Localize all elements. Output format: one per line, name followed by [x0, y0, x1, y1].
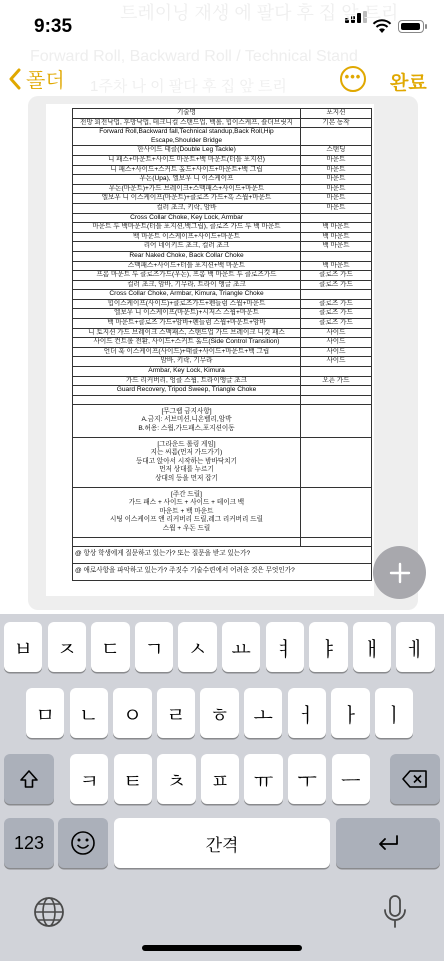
- banned-title: [무그랩 금지사항]: [161, 407, 212, 415]
- table-row: [73, 184, 372, 194]
- table-row: [73, 175, 372, 185]
- category-cell: 마운트: [301, 155, 372, 165]
- grappling-line: 등대고 앉아서 시작하는 밤바닥치기: [135, 457, 238, 465]
- category-cell: [301, 386, 372, 396]
- return-key[interactable]: [336, 818, 440, 868]
- key-row2-5[interactable]: ㅗ: [244, 688, 282, 738]
- key-row3-2[interactable]: ㅊ: [157, 754, 195, 804]
- key-row2-0[interactable]: ㅁ: [26, 688, 64, 738]
- category-cell: 클로즈 가드: [301, 309, 372, 319]
- add-button[interactable]: [373, 546, 426, 599]
- grappling-line: 먼저 상대를 누르기: [159, 466, 214, 474]
- plus-icon: [389, 562, 411, 584]
- technique-cell: 컬러 초크, 암바, 기무라, 트라이 앵글 초크: [73, 280, 301, 290]
- key-row3-3[interactable]: ㅍ: [201, 754, 239, 804]
- globe-icon[interactable]: [32, 895, 66, 929]
- key-row1-0[interactable]: ㅂ: [4, 622, 42, 672]
- key-row3-5[interactable]: ㅜ: [288, 754, 326, 804]
- return-icon: [375, 833, 401, 853]
- question-row: @ 애로사항을 파악하고 있는가? 주짓수 기술수련에서 어려운 것은 무엇인가?: [73, 563, 372, 580]
- key-row1-1[interactable]: ㅈ: [48, 622, 86, 672]
- category-cell: 마운트: [301, 184, 372, 194]
- technique-cell: 기술명: [73, 109, 301, 119]
- key-row1-5[interactable]: ㅛ: [222, 622, 260, 672]
- microphone-icon[interactable]: [380, 894, 410, 930]
- table-row: [73, 146, 372, 156]
- status-time: 9:35: [34, 16, 73, 37]
- banned-line: B.허용: 스윕,가드패스,포지션이동: [138, 425, 235, 432]
- category-cell: 백 마운트: [301, 232, 372, 242]
- banned-section: [73, 404, 301, 437]
- category-cell: 클로즈 가드: [301, 299, 372, 309]
- table-row: [73, 367, 372, 377]
- technique-cell: 가드 리커버리, 엉클 스윕, 트라이앵글 초크: [73, 376, 301, 386]
- key-row3-4[interactable]: ㅠ: [244, 754, 282, 804]
- banned-line: A.금지: 서브미션,니온벨리,암박: [141, 416, 232, 424]
- table-row: [73, 290, 372, 300]
- drill-line: 가드 패스 + 사이드 + 사이드 + 테이크 백: [128, 499, 245, 507]
- table-row: [73, 309, 372, 319]
- table-row: [73, 299, 372, 309]
- grappling-title: [그라운드 롤링 게임]: [157, 440, 216, 448]
- shift-key[interactable]: [4, 754, 54, 804]
- technique-cell: Cross Collar Choke, Armbar, Kimura, Triangle Choke: [73, 290, 301, 300]
- category-cell: 사이드: [301, 338, 372, 348]
- drill-section: [73, 487, 301, 537]
- technique-cell: 사이드 컨트롤 전환, 사이드+스커트 홀드(Side Control Transition): [73, 338, 301, 348]
- category-cell: 클로즈 가드: [301, 280, 372, 290]
- grappling-line: 상대의 등을 먼저 잡기: [155, 474, 218, 482]
- delete-key[interactable]: [390, 754, 440, 804]
- table-row: [73, 109, 372, 119]
- numbers-key[interactable]: 123: [4, 818, 54, 868]
- technique-cell: 리어 네이키드 초크, 컬러 초크: [73, 242, 301, 252]
- technique-cell: Cross Collar Choke, Key Lock, Armbar: [73, 213, 301, 223]
- curriculum-table: [72, 108, 372, 581]
- table-row: [73, 128, 372, 146]
- category-cell: 포지션: [301, 109, 372, 119]
- category-cell: 백 마운트: [301, 242, 372, 252]
- table-row: [73, 319, 372, 329]
- table-row: [73, 386, 372, 396]
- emoji-icon: [70, 830, 96, 856]
- table-row: [73, 165, 372, 175]
- table-row: [73, 376, 372, 386]
- faded-line: 1주차 나 이 팔다 후 집 앞 트리: [90, 78, 287, 95]
- technique-cell: 컬러 초크, 키락, 암바: [73, 203, 301, 213]
- technique-cell: 마운트 투 백마운트(터틀 포지션,백그립), 클로즈 가드 투 백 마운트: [73, 223, 301, 233]
- key-row2-4[interactable]: ㅎ: [200, 688, 238, 738]
- technique-cell: Forward Roll,Backward fall,Technical standup,Back Roll,Hip Escape,Shoulder Bridge: [73, 128, 301, 146]
- key-row2-3[interactable]: ㄹ: [157, 688, 195, 738]
- key-row2-8[interactable]: ㅣ: [375, 688, 413, 738]
- technique-cell: Armbar, Key Lock, Kimura: [73, 367, 301, 377]
- table-row: [73, 251, 372, 261]
- emoji-key[interactable]: [58, 818, 108, 868]
- category-cell: [301, 290, 372, 300]
- key-row1-9[interactable]: ㅔ: [396, 622, 434, 672]
- technique-cell: 프롬 마운트 투 클로즈가드(우돈), 프롬 백 마운트 투 클로즈가드: [73, 271, 301, 281]
- technique-cell: 니 패스+사이드+스커트 홀드+사이드+마운트+백 그립: [73, 165, 301, 175]
- category-cell: [301, 367, 372, 377]
- table-row: [73, 328, 372, 338]
- technique-cell: 엘보우 니 이스케이프(마운트)+시저스 스윕+마운트: [73, 309, 301, 319]
- technique-cell: 니 패스+마운트+사이드 마운트+백 마운트(터틀 포지션): [73, 155, 301, 165]
- faded-line: Forward Roll, Backward Roll / Technical Stand: [30, 48, 358, 65]
- technique-cell: Guard Recovery, Tripod Sweep, Triangle Choke: [73, 386, 301, 396]
- key-row1-7[interactable]: ㅑ: [309, 622, 347, 672]
- table-row: [73, 203, 372, 213]
- delete-backspace-icon: [401, 769, 429, 789]
- category-cell: 사이드: [301, 347, 372, 357]
- grappling-line: 지는 씨름(먼저 가드가기): [150, 449, 223, 457]
- drill-title: [주간 드릴]: [171, 490, 202, 498]
- navigation-bar: [0, 54, 444, 102]
- technique-cell: 백 마운트 이스케이프+사이드+마운트: [73, 232, 301, 242]
- key-row1-8[interactable]: ㅐ: [353, 622, 391, 672]
- category-cell: 마운트: [301, 175, 372, 185]
- technique-cell: 힙이스케이프(사이드)+클로즈가드+펜들럼 스윕+마운트: [73, 299, 301, 309]
- technique-cell: 암바, 키락, 기무라: [73, 357, 301, 367]
- technique-cell: 언더 훅 이스케이프(사이드)+태클+사이드+마운트+백 그립: [73, 347, 301, 357]
- category-cell: 클로즈 가드: [301, 271, 372, 281]
- table-row: [73, 213, 372, 223]
- category-cell: 백 마운트: [301, 261, 372, 271]
- question-row: @ 항상 학생에게 질문하고 있는가? 또는 질문을 받고 있는가?: [73, 546, 372, 563]
- key-row2-1[interactable]: ㄴ: [70, 688, 108, 738]
- table-row: [73, 280, 372, 290]
- category-cell: 클로즈 가드: [301, 319, 372, 329]
- table-row: [73, 261, 372, 271]
- category-cell: 사이드: [301, 328, 372, 338]
- technique-cell: 니 토지션 가드 브레이크 스맥패스, 스탠드업 가드 브레이크 니컷 패스: [73, 328, 301, 338]
- shift-icon: [18, 768, 40, 790]
- technique-cell: 전방 회전낙법, 후방낙법, 테크니컬 스탠드업, 백롤, 힙이스케프, 숄더브릿지: [73, 118, 301, 128]
- key-row3-1[interactable]: ㅌ: [114, 754, 152, 804]
- technique-cell: 우돈(마운트)+가드 브레이크+스맥패스+사이드+마운트: [73, 184, 301, 194]
- home-indicator: [142, 945, 302, 951]
- key-row1-4[interactable]: ㅅ: [178, 622, 216, 672]
- key-row3-0[interactable]: ㅋ: [70, 754, 108, 804]
- key-row2-7[interactable]: ㅏ: [331, 688, 369, 738]
- table-row: [73, 194, 372, 204]
- category-cell: [301, 213, 372, 223]
- scanned-document: [46, 104, 374, 596]
- technique-cell: Rear Naked Choke, Back Collar Choke: [73, 251, 301, 261]
- key-row2-2[interactable]: ㅇ: [113, 688, 151, 738]
- table-row: [73, 118, 372, 128]
- back-button[interactable]: [8, 64, 65, 93]
- key-row1-2[interactable]: ㄷ: [91, 622, 129, 672]
- category-cell: 백 마운트: [301, 223, 372, 233]
- technique-cell: 스맥패스+사이드+터틀 포지션+백 마운트: [73, 261, 301, 271]
- drill-line: 마운트 + 백 마운트: [159, 507, 214, 515]
- key-row1-6[interactable]: ㅕ: [266, 622, 304, 672]
- category-cell: [301, 251, 372, 261]
- table-row: [73, 223, 372, 233]
- category-cell: 오픈 가드: [301, 376, 372, 386]
- category-cell: [301, 128, 372, 146]
- drill-line: 스윕 + 우돈 드릴: [162, 524, 211, 532]
- technique-cell: 한사이드 태클(Double Leg Tackle): [73, 146, 301, 156]
- category-cell: 스탠딩: [301, 146, 372, 156]
- technique-cell: 백 마운트+클로즈 가드+암바+펜들럼 스윕+마운트+암바: [73, 319, 301, 329]
- faded-line: 트레이닝 재생 에 팔다 후 집 앞 트리: [120, 3, 399, 23]
- technique-cell: 엘보우 니 이스케이프(마운트)+클로즈 가드+흑 스윕+마운트: [73, 194, 301, 204]
- done-button[interactable]: 완료: [390, 73, 427, 94]
- technique-cell: 우돈(Upa), 엘보우 니 이스케이프: [73, 175, 301, 185]
- table-row: [73, 347, 372, 357]
- category-cell: 마운트: [301, 203, 372, 213]
- more-options-icon[interactable]: •••: [340, 66, 366, 92]
- key-row1-3[interactable]: ㄱ: [135, 622, 173, 672]
- table-row: [73, 357, 372, 367]
- key-row3-6[interactable]: ㅡ: [332, 754, 370, 804]
- table-row: [73, 242, 372, 252]
- back-label: 폴더: [26, 70, 65, 92]
- category-cell: 마운트: [301, 165, 372, 175]
- chevron-left-icon: [8, 68, 22, 90]
- table-row: [73, 232, 372, 242]
- table-row: [73, 155, 372, 165]
- category-cell: 기본 동작: [301, 118, 372, 128]
- korean-keyboard: [0, 614, 444, 961]
- drill-line: 시팅 이스케이프 앤 리커버리 드릴,레그 리커버리 드릴: [110, 516, 263, 524]
- table-row: [73, 271, 372, 281]
- category-cell: 마운트: [301, 194, 372, 204]
- table-row: [73, 338, 372, 348]
- key-row2-6[interactable]: ㅓ: [288, 688, 326, 738]
- grappling-section: [73, 437, 301, 487]
- category-cell: 사이드: [301, 357, 372, 367]
- space-key[interactable]: 간격: [114, 818, 330, 868]
